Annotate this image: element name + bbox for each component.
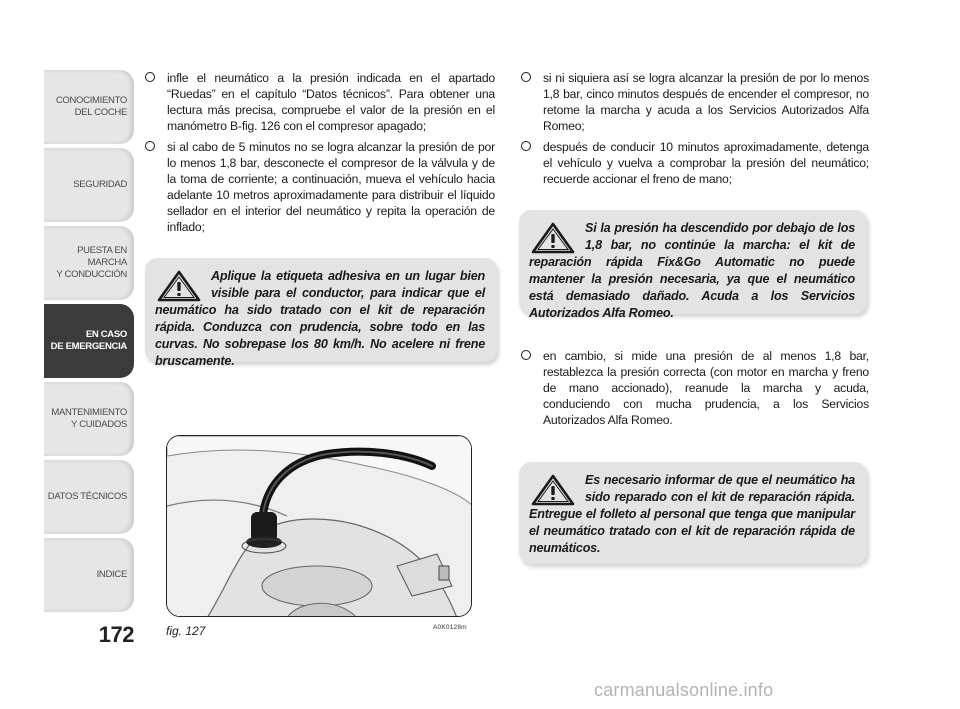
page-number: 172: [98, 622, 134, 647]
warning-triangle-icon: [157, 270, 201, 302]
tab-conocimiento-del-coche[interactable]: [44, 70, 134, 144]
warning-text: Es necesario informar de que el neumático ha sido reparado con el kit de reparación rápida. Entregue el folleto al personal que tenga que manipular el neumático tratado con el kit de reparación rápida de neumáticos.: [529, 473, 855, 555]
list-item-text: si ni siquiera así se logra alcanzar la presión de por lo menos 1,8 bar, cinco minutos después de encender el compresor, no retome la marcha y acuda a los Servicios Autorizados Alfa Romeo;: [543, 71, 869, 133]
list-item-text: en cambio, si mide una presión de al menos 1,8 bar, restablezca la presión correcta (con motor en marcha y freno de mano accionado), reanude la marcha y acuda, conduciendo con mucha prudencia, a los Servicios Autorizados Alfa Romeo.: [543, 349, 869, 427]
tab-label: INDICE: [96, 569, 127, 580]
figure-caption: fig. 127: [166, 624, 206, 638]
chapter-tabs: [44, 70, 134, 616]
warning-text: Si la presión ha descendido por debajo de los 1,8 bar, no continúe la marcha: el kit de reparación rápida Fix&Go Automatic no puede mantener la presión necesaria, ya que el neumático está demasiado dañado. Acuda a los Servicios Autorizados Alfa Romeo.: [529, 221, 855, 320]
watermark: carmanualsonline.info: [594, 680, 774, 700]
bullet-circle-icon: [145, 72, 155, 82]
tab-label: PUESTA EN MARCHA Y CONDUCCIÓN: [56, 245, 127, 280]
list-item-text: si al cabo de 5 minutos no se logra alcanzar la presión de por lo menos 1,8 bar, desconecte el compresor de la válvula y de la toma de corriente; a continuación, mueva el vehículo hacia adelante 10 metros aproximadamente para distribuir el líquido sellador en el interior del neumático y repita la operación de inflado;: [167, 140, 495, 234]
tab-en-caso-de-emergencia[interactable]: [44, 304, 134, 378]
tab-label: MANTENIMIENTO Y CUIDADOS: [51, 407, 127, 430]
compressor-hose-illustration: [167, 436, 472, 617]
tab-seguridad[interactable]: [44, 148, 134, 222]
bullet-circle-icon: [521, 350, 531, 360]
list-item: [145, 139, 495, 235]
warning-text: Aplique la etiqueta adhesiva en un lugar bien visible para el conductor, para indicar que el neumático ha sido tratado con el kit de reparación rápida. Conduzca con prudencia, sobre todo en las curvas. No sobrepase los 80 km/h. No acelere ni frene bruscamente.: [155, 269, 485, 368]
tab-datos-tecnicos[interactable]: [44, 460, 134, 534]
tab-label: SEGURIDAD: [73, 179, 127, 190]
figure-127-image: [166, 435, 472, 617]
warning-triangle-icon: [531, 474, 575, 506]
bullet-circle-icon: [145, 141, 155, 151]
warning-box: [145, 258, 497, 368]
list-item: [521, 348, 869, 428]
list-item-text: después de conducir 10 minutos aproximadamente, detenga el vehículo y vuelva a comprobar la presión del neumático; recuerde accionar el freno de mano;: [543, 140, 869, 186]
warning-box: [519, 462, 867, 564]
tab-mantenimiento[interactable]: [44, 382, 134, 456]
figure-code: A0K0128m: [433, 624, 467, 631]
tab-label: EN CASO DE EMERGENCIA: [50, 329, 127, 352]
right-column-middle: [521, 348, 869, 433]
tab-puesta-en-marcha[interactable]: [44, 226, 134, 300]
warning-box: [519, 210, 867, 320]
list-item-text: infle el neumático a la presión indicada en el apartado “Ruedas” en el capítulo “Datos técnicos”. Para obtener una lectura más precisa, compruebe el valor de la presión en el manómetro B-fig. 126 con el compresor apagado;: [167, 71, 495, 133]
bullet-circle-icon: [521, 72, 531, 82]
warning-triangle-icon: [531, 222, 575, 254]
list-item: [145, 70, 495, 134]
right-column-top: [521, 70, 869, 192]
tab-indice[interactable]: [44, 538, 134, 612]
bullet-circle-icon: [521, 141, 531, 151]
tab-label: DATOS TÉCNICOS: [47, 491, 127, 502]
left-column: [145, 70, 495, 240]
tab-label: CONOCIMIENTO DEL COCHE: [55, 95, 127, 118]
list-item: [521, 70, 869, 134]
list-item: [521, 139, 869, 187]
